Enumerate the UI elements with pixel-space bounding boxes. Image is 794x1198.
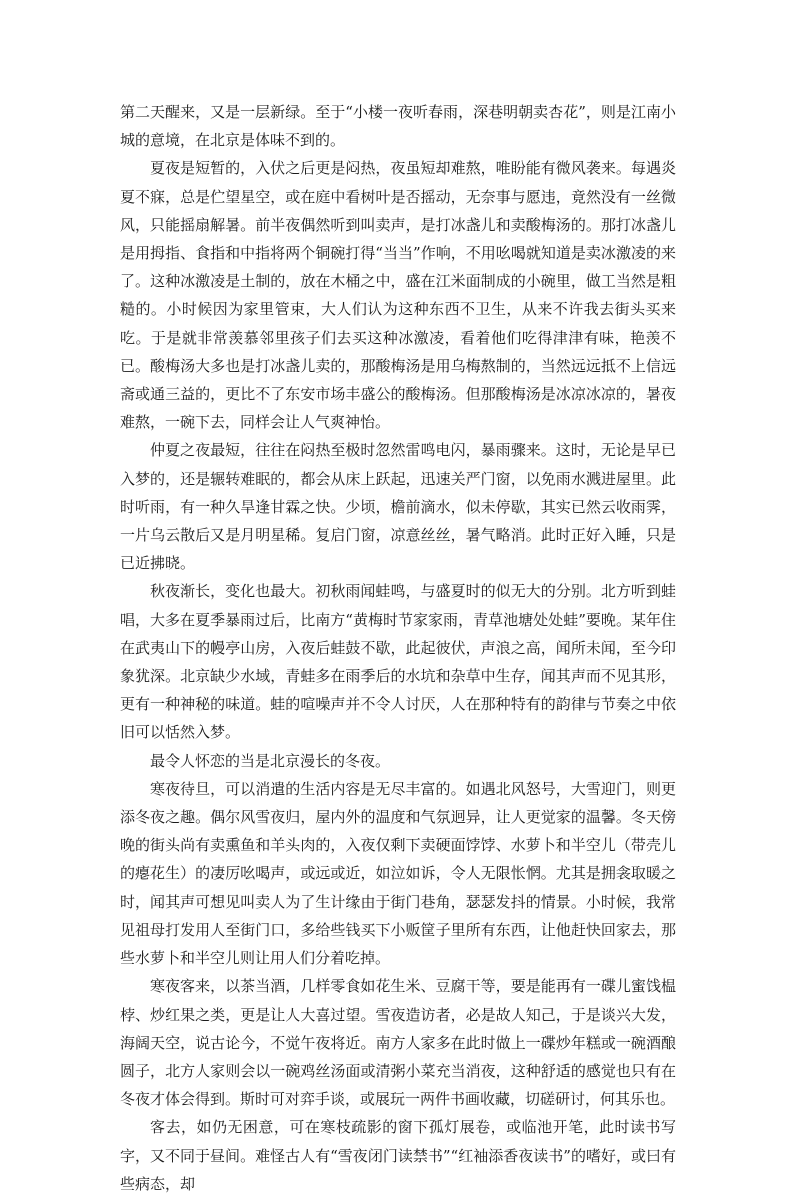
paragraph-2: 夏夜是短暂的，入伏之后更是闷热，夜虽短却难熬，唯盼能有微风袭来。每遇炎夏不寐，总是伫望星空，或在庭中看树叶是否摇动，无奈事与愿违，竟然没有一丝微风，只能摇扇解暑。前半夜偶然听到叫卖声，是打冰盏儿和卖酸梅汤的。那打冰盏儿是用拇指、食指和中指将两个铜碗打得“当当”作响，不用吆喝就知道是卖冰激凌的来了。这种冰激凌是土制的，放在木桶之中，盛在江米面制成的小碗里，做工当然是粗糙的。小时候因为家里管束，大人们认为这种东西不卫生，从来不许我去街头买来吃。于是就非常羡慕邻里孩子们去买这种冰激凌，看着他们吃得津津有味，艳羡不已。酸梅汤大多也是打冰盏儿卖的，那酸梅汤是用乌梅熬制的，当然远远抵不上信远斋或通三益的，更比不了东安市场丰盛公的酸梅汤。但那酸梅汤是冰凉冰凉的，暑夜难熬，一碗下去，同样会让人气爽神怡。 xyxy=(120,159,676,432)
paragraph-5: 最令人怀恋的当是北京漫长的冬夜。 xyxy=(150,751,391,770)
paragraph-4: 秋夜渐长，变化也最大。初秋雨闻蛙鸣，与盛夏时的似无大的分别。北方听到蛙唱，大多在夏季暴雨过后，比南方“黄梅时节家家雨，青草池塘处处蛙”要晚。某年住在武夷山下的幔亭山房，入夜后蛙鼓不歇，此起彼伏，声浪之高，闻所未闻，至今印象犹深。北京缺少水域，青蛙多在雨季后的水坑和杂草中生存，闻其声而不见其形，更有一种神秘的味道。蛙的喧噪声并不令人讨厌，人在那种特有的韵律与节奏之中依旧可以恬然入梦。 xyxy=(120,582,676,742)
paragraph-1: 第二天醒来，又是一层新绿。至于“小楼一夜听春雨，深巷明朝卖杏花”，则是江南小城的意境，在北京是体味不到的。 xyxy=(120,103,676,150)
article-body xyxy=(120,98,676,1198)
paragraph-7: 寒夜客来，以茶当酒，几样零食如花生米、豆腐干等，要是能再有一碟儿蜜饯榅桲、炒红果之类，更是让人大喜过望。雪夜造访者，必是故人知己，于是谈兴大发，海阔天空，说古论今，不觉午夜将近。南方人家多在此时做上一碟炒年糕或一碗酒酿圆子，北方人家则会以一碗鸡丝汤面或清粥小菜充当消夜，这种舒适的感觉也只有在冬夜才体会得到。斯时可对弈手谈，或展玩一两件书画收藏，切磋研讨，何其乐也。 xyxy=(120,977,676,1109)
paragraph-8: 客去，如仍无困意，可在寒枝疏影的窗下孤灯展卷，或临池开笔，此时读书写字，又不同于昼间。难怪古人有“雪夜闭门读禁书”“红袖添香夜读书”的嗜好，或曰有些病态，却 xyxy=(120,1118,676,1193)
paragraph-6: 寒夜待旦，可以消遣的生活内容是无尽丰富的。如遇北风怒号，大雪迎门，则更添冬夜之趣。偶尔风雪夜归，屋内外的温度和气氛迥异，让人更觉家的温馨。冬天傍晚的街头尚有卖熏鱼和羊头肉的，入夜仅剩下卖硬面饽饽、水萝卜和半空儿（带壳儿的瘪花生）的凄厉吆喝声，或远或近，如泣如诉，令人无限怅惘。尤其是拥衾取暖之时，闻其声可想见叫卖人为了生计缘由于街门巷角，瑟瑟发抖的情景。小时候，我常见祖母打发用人至街门口，多给些钱买下小贩筐子里所有东西，让他赶快回家去，那些水萝卜和半空儿则让用人们分着吃掉。 xyxy=(120,779,676,968)
paragraph-3: 仲夏之夜最短，往往在闷热至极时忽然雷鸣电闪，暴雨骤来。这时，无论是早已入梦的，还是辗转难眠的，都会从床上跃起，迅速关严门窗，以免雨水溅进屋里。此时听雨，有一种久旱逢甘霖之快。少顷，檐前滴水，似未停歇，其实已然云收雨霁，一片乌云散后又是月明星稀。复启门窗，凉意丝丝，暑气略消。此时正好入睡，只是已近拂晓。 xyxy=(120,441,676,573)
